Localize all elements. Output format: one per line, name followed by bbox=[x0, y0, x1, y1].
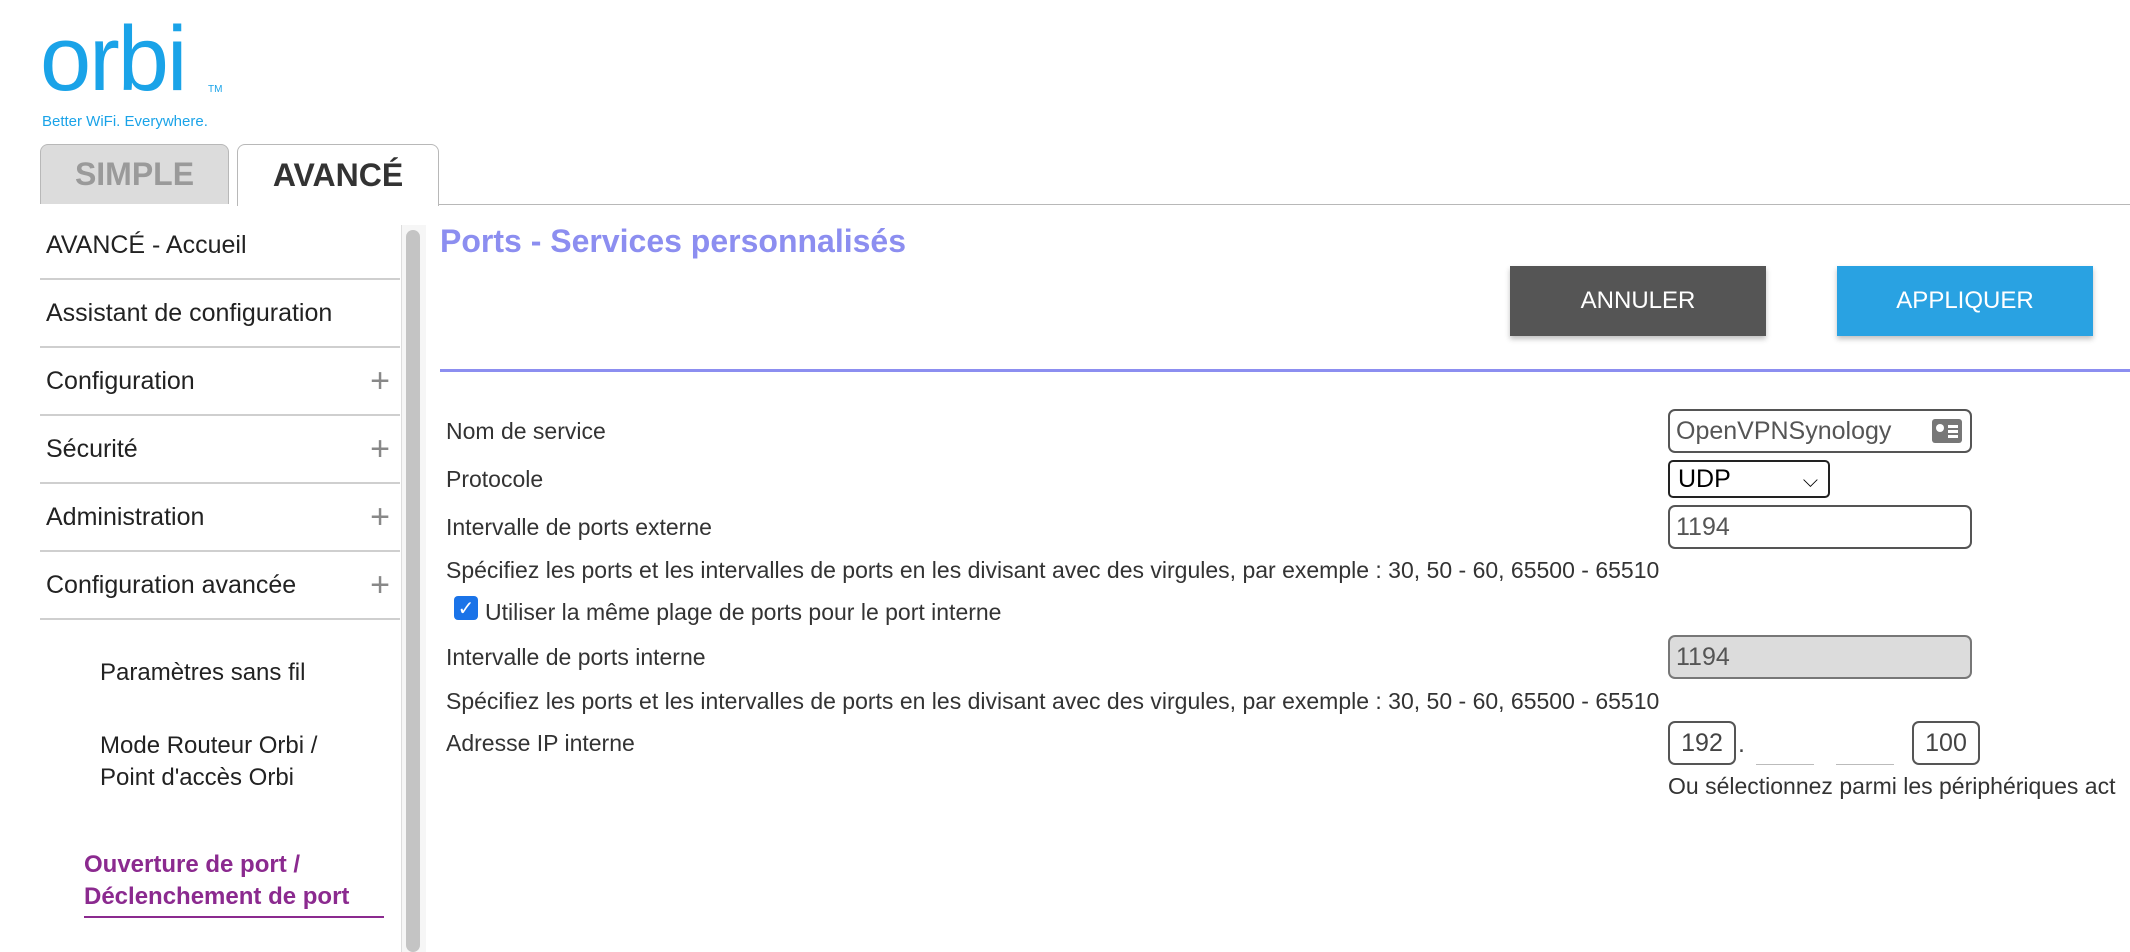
brand-tagline: Better WiFi. Everywhere. bbox=[42, 113, 208, 130]
page-title: Ports - Services personnalisés bbox=[440, 223, 906, 259]
ip-octet-1-input[interactable]: 192 bbox=[1668, 721, 1736, 765]
service-name-input[interactable] bbox=[1668, 409, 1972, 453]
service-name-value: OpenVPNSynology bbox=[1676, 416, 1892, 445]
contact-card-icon[interactable] bbox=[1932, 419, 1962, 443]
same-range-checkbox[interactable]: ✓ bbox=[454, 596, 478, 620]
plus-icon[interactable]: + bbox=[370, 498, 390, 536]
same-range-checkbox-label[interactable]: Utiliser la même plage de ports pour le port interne bbox=[485, 599, 1002, 625]
sidebar-subitem-label-line2: Déclenchement de port bbox=[84, 883, 350, 910]
ip-separator-dot: . bbox=[1738, 730, 1745, 758]
ip-octet-2-input[interactable] bbox=[1756, 721, 1814, 765]
external-range-value: 1194 bbox=[1676, 512, 1730, 541]
protocol-value: UDP bbox=[1678, 464, 1731, 493]
plus-icon[interactable]: + bbox=[370, 362, 390, 400]
svg-text:orbi: orbi bbox=[40, 18, 186, 98]
title-divider bbox=[440, 369, 2130, 372]
sidebar-item-security[interactable] bbox=[40, 416, 400, 484]
tab-advanced[interactable]: AVANCÉ bbox=[237, 144, 439, 206]
internal-range-label: Intervalle de ports interne bbox=[446, 644, 706, 670]
port-format-hint: Spécifiez les ports et les intervalles de ports en les divisant avec des virgules, par exemple : 30, 50 - 60, 65500 - 65510 bbox=[446, 557, 1660, 583]
sidebar-item-label: Administration bbox=[46, 502, 205, 531]
sidebar-item-administration[interactable] bbox=[40, 484, 400, 552]
port-format-hint-internal: Spécifiez les ports et les intervalles de ports en les divisant avec des virgules, par exemple : 30, 50 - 60, 65500 - 65510 bbox=[446, 688, 1660, 714]
internal-range-value: 1194 bbox=[1676, 642, 1730, 671]
external-range-label: Intervalle de ports externe bbox=[446, 514, 712, 540]
apply-button[interactable]: APPLIQUER bbox=[1837, 266, 2093, 336]
protocol-select[interactable] bbox=[1668, 460, 1830, 498]
sidebar-subitem-label-line1: Ouverture de port / bbox=[84, 851, 301, 878]
sidebar-subitem-router-ap-mode[interactable] bbox=[100, 730, 390, 794]
external-range-input[interactable] bbox=[1668, 505, 1972, 549]
protocol-label: Protocole bbox=[446, 466, 544, 492]
sidebar-item-label: Configuration avancée bbox=[46, 570, 297, 599]
internal-ip-label: Adresse IP interne bbox=[446, 730, 635, 756]
orbi-logo bbox=[40, 18, 230, 98]
sidebar-subitem-label-line1: Mode Routeur Orbi / bbox=[100, 732, 318, 759]
tab-simple[interactable]: SIMPLE bbox=[40, 144, 229, 204]
sidebar-scrollbar-thumb[interactable] bbox=[406, 230, 420, 952]
ip-octet-4-input[interactable]: 100 bbox=[1912, 721, 1980, 765]
cancel-button[interactable]: ANNULER bbox=[1510, 266, 1766, 336]
sidebar-subitem-wireless-settings[interactable]: Paramètres sans fil bbox=[100, 659, 306, 686]
service-name-label: Nom de service bbox=[446, 418, 606, 444]
sidebar-item-setup-wizard[interactable] bbox=[40, 280, 400, 348]
sidebar-item-configuration[interactable] bbox=[40, 348, 400, 416]
svg-text:TM: TM bbox=[208, 84, 223, 95]
sidebar-subitem-label-line2: Point d'accès Orbi bbox=[100, 764, 295, 791]
ip-octet-3-input[interactable] bbox=[1836, 721, 1894, 765]
internal-range-input bbox=[1668, 635, 1972, 679]
sidebar-item-label: Configuration bbox=[46, 366, 195, 395]
sidebar-item-label: Sécurité bbox=[46, 434, 138, 463]
sidebar-item-label: Assistant de configuration bbox=[46, 298, 333, 327]
sidebar-item-advanced-configuration[interactable] bbox=[40, 552, 400, 620]
select-devices-hint[interactable]: Ou sélectionnez parmi les périphériques act bbox=[1668, 773, 2116, 799]
sidebar-subitem-port-forwarding[interactable] bbox=[84, 849, 384, 918]
plus-icon[interactable]: + bbox=[370, 566, 390, 604]
sidebar-item-label: AVANCÉ - Accueil bbox=[46, 230, 247, 259]
tab-divider bbox=[439, 204, 2130, 205]
chevron-down-icon: ⌵ bbox=[1802, 470, 1818, 492]
plus-icon[interactable]: + bbox=[370, 430, 390, 468]
sidebar-item-advanced-home[interactable] bbox=[40, 212, 400, 280]
